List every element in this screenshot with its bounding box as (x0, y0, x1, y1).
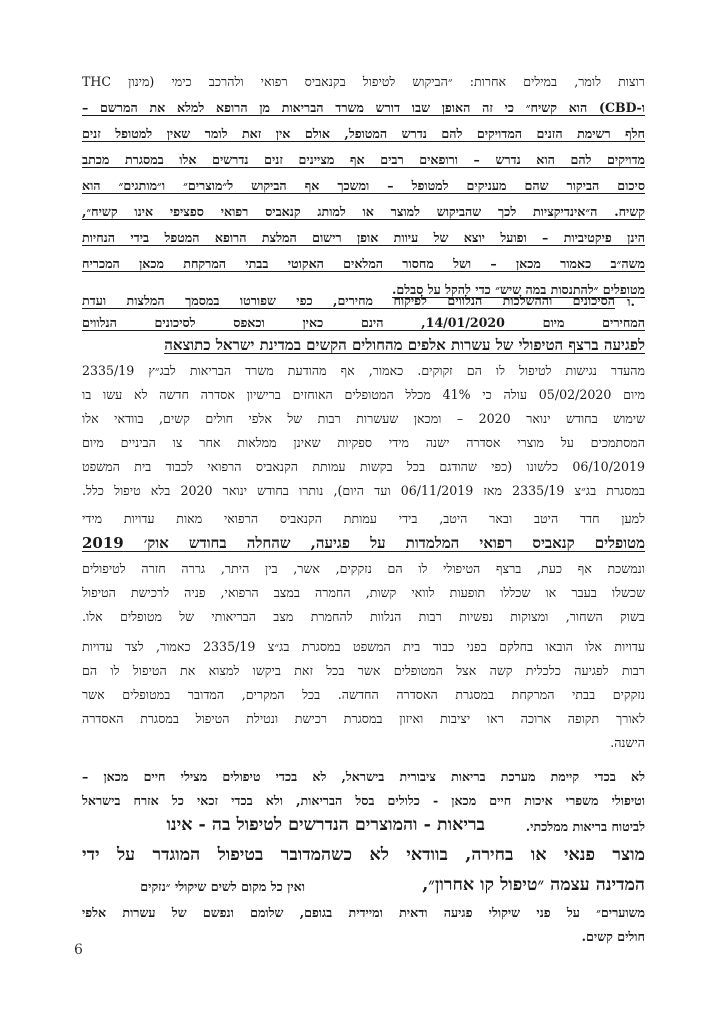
p3-line-4: שכשלו בעבר או שכללו תופעות לוואי קשות, החמרה במצב הרפואי, פניה לרכישת הטיפול (82, 585, 645, 600)
p4-line-1: עדויות אלו הובאו בחלקם בפני כבוד בית המשפט במסגרת בג״צ 2335/19 כאמור, לצד עדויות (82, 639, 645, 654)
p2-line-1: הסיכונים וההשלכות הנלווים לפיקוח מחירים, כפי שפורטו במסמך המלצות ועדת (82, 293, 615, 308)
p5-line-1: לא בכדי קיימת מערכת בריאות ציבורית בישראל, לא בכדי טיפולים מצילי חיים מכאן – (82, 769, 645, 784)
p5-line-5: המדינה עצמה ״טיפול קו אחרון״, (422, 875, 645, 895)
p5-line-5b: ואין כל מקום לשים שיקולי ״נזקים (140, 879, 305, 894)
p2-line-6: שימוש בחודש ינואר 2020 – ומכאן שעשרות רבות של אלפי חולים קשים, בוודאי אלו (82, 411, 646, 426)
p5-line-7: חולים קשים. (581, 929, 645, 944)
p5-line-4: מוצר פנאי או בחירה, בוודאי לא כשהמדובר בטיפול המוגדר על ידי (82, 845, 645, 865)
p3-line-2: מטופלים קנאביס רפואי המלמדות על פגיעה, שהחלה בחודש אוק׳ 2019 (82, 534, 645, 552)
p4-line-5: הישנה. (610, 735, 645, 750)
p1-line-1: רוצות לומר, במילים אחרות: ״הביקוש לטיפול בקנאביס רפואי ולהרכב כימי (מינון THC (82, 74, 645, 89)
p3-line-3: ונמשכת אף כעת, ברצף הטיפולי לו הם נזקקים, אשר, בין היתר, גררה חזרה לטיפולים (82, 561, 645, 576)
p2-line-9: במסגרת בג״צ 2335/19 מאז 06/11/2019 ועד היום), נותרו בחודש ינואר 2020 בלא טיפול כלל. (82, 483, 645, 498)
p5-line-3b: בריאות - והמוצרים הנדרשים לטיפול בה - אינו (166, 815, 485, 835)
page-number: 6 (74, 942, 83, 958)
p1-line-6: קשיח. ה״אינדיקציות לכך שהביקוש למוצר או למותג קנאביס רפואי ספציפי אינו קשיח״, (82, 204, 645, 219)
p5-line-3: לביטוח בריאות ממלכתי. (525, 819, 645, 834)
p2-line-2: המחירים מיום 14/01/2020, הינם כאין וכאפס לסיכונים הנלווים (82, 315, 645, 330)
p3-line-5: בשוק השחור, ומצוקות נפשיות רבות הנלוות להחמרת מצב הבריאותי של מטופלים אלו. (82, 609, 645, 624)
p1-line-8: משה״ב כאמור מכאן – ושל מחסור המלאים האקוטי בבתי המרקחת מכאן המכריח (82, 256, 645, 271)
p4-line-2: רבות לפגיעה כלכלית קשה אצל המטופלים אשר בכל זאת ביקשו למצוא את הטיפול לו הם (82, 663, 645, 678)
p3-line-1: למען חדד היטב ובאר היטב, בידי עמותת הקנאביס הרפואי מאות עדויות מידי (82, 511, 645, 526)
p1-line-9: מטופלים ״להתנסות במה שיש״ כדי להקל על סבלם. (391, 282, 645, 297)
p2-line-8: 06/10/2019 כלשונו (כפי שהודגם בכל בקשות עמותת הקנאביס הרפואי לכבוד בית המשפט (82, 459, 645, 474)
p2-line-7: המסתמכים על מוצרי אסדרה ישנה מידי ספקיות שאינן ממלאות אחר צו הביניים מיום (82, 435, 645, 450)
item-marker: ו. (627, 295, 635, 310)
p4-line-4: לאורך תקופה ארוכה ראו יציבות ואיזון במסגרת רכישת ונטילת הטיפול במסגרת האסדרה (82, 711, 645, 726)
p1-line-2: ו-CBD) הוא קשיח״ כי זה האופן שבו דורש משרד הבריאות מן הרופא למלא את המרשם – (82, 100, 645, 115)
p2-line-5: מיום 05/02/2020 עולה כי 41% מכלל המטופלים האוחזים ברישיון אסדרה חדשה לא עשו בו (82, 387, 645, 402)
p5-line-6: משוערים״ על פני שיקולי פגיעה ודאית ומיידית בגופם, שלומם ונפשם של עשרות אלפי (82, 905, 645, 920)
p2-line-4: מהעדר נגישות לטיפול לו הם זקוקים. כאמור, אף מהודעת משרד הבריאות לבג״ץ 2335/19 (82, 363, 645, 378)
p1-line-3: חלף רשימת הזנים המדויקים להם נדרש המטופל, אולם אין זאת לומר שאין למטופל זנים (82, 126, 645, 141)
p2-line-3: לפגיעה ברצף הטיפולי של עשרות אלפים מהחולים הקשים במדינת ישראל כתוצאה (164, 336, 645, 354)
p1-line-5: סיכום הביקור שהם מעניקים למטופל – ומשכך אף הביקוש ל״מוצרים״ ו״מותגים״ הוא (82, 178, 645, 193)
p4-line-3: נזקקים בבתי המרקחת במסגרת האסדרה החדשה. בכל המקרים, המדובר במטופלים אשר (82, 687, 645, 702)
p1-line-7: הינן פיקטיביות – ופועל יוצא של עיוות אופן רישום המלצת הרופא המטפל בידי הנחיות (82, 230, 645, 245)
p5-line-2: וטיפולי משפרי איכות חיים מכאן - כלולים בסל הבריאות, ולא בכדי זכאי כל אזרח בישראל (82, 793, 645, 808)
p1-line-4: מדויקים להם הוא נדרש – ורופאים רבים אף מציינים זנים נדרשים אלו במסגרת מכתב (82, 152, 645, 167)
